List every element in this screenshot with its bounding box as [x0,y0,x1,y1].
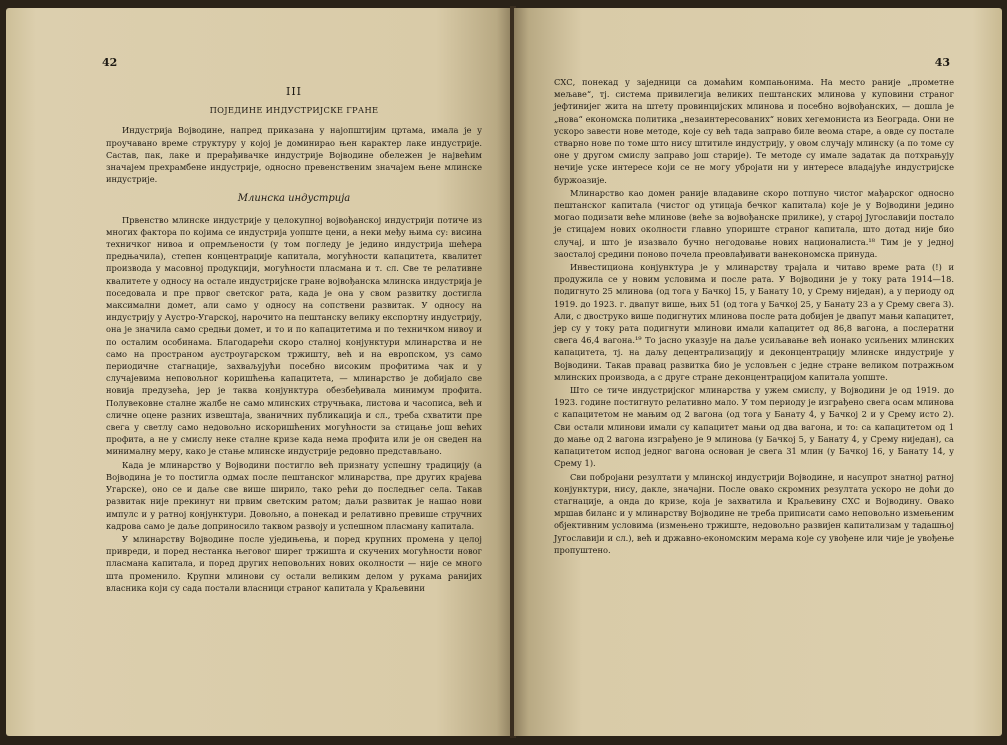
left-page-text [106,86,482,594]
right-page [514,8,1002,736]
right-page-text [554,76,954,556]
section-title: Млинска индустрија [237,193,351,205]
paragraph: У млинарству Војводине после уједињења, и поред крупних промена у целој привреди, и поред нестанка његовог ширег тржишта и скучених могућности новог пласмана капитала, и поред других неповољних нових околности — није се много шта променило. Крупни млинови су остали великим делом у рукама ранијих власника који су сада постали власници страног капитала у Краљевини [106,533,482,593]
paragraph: СХС, понекад у заједници са домаћим компањонима. На место ранијe „прометне мељаве“, тј. система привилегија великих пештанских млинова у куповини страног јефтинијег жита на штету провинцијских млинова и посебно војвођанских, — дошла је „нова“ економска политика „незаинтересованих“ нових хегемониста из Београда. Они не ускоро завести нове методе, које су већ тада заправо биле веома старе, а овде су постале стварно нове по томе што нису штитиле индустрију, у овом случају млинску (а по томе су оне у другом смислу заправо још старије). Те методе су имале задатак да потхрањују нечије уске интересе који се не могу убројати ни у интересе владајуће индустријске буржоазије. [554,77,954,185]
chapter-title: ПОЈЕДИНЕ ИНДУСТРИЈСКЕ ГРАНЕ [209,105,379,116]
paragraph: Када је млинарство у Војводини постигло већ признату успешну традицију (а Војводина је то постигла одмах после пештанског млинарства, пре других крајева Угарске), оно се и даље све више ширило, тако рећи до последњег села. Такав развитак није прекинут ни првим светским ратом; даљи развитак је нашао нови импулс и у ратној конјунктури. Довољно, а понекад и релативно превише стручних кадрова само је даље доприносило таквом развоју и успешном пласману капитала. [106,459,482,531]
paragraph: Што се тиче индустријског млинарства у ужем смислу, у Војводини је од 1919. до 1923. године постигнуто релативно мало. У том периоду је изграђено свега осам млинова с капацитетом не мањим од 2 вагона (од тога у Банату 4, у Бачкој 2 и у Срему исто 2). Сви остали млинови имали су капацитет мањи од два вагона, и то: са капацитетом од 1 до мање од 2 вагона изграђено је 9 млинова (у Бачкој 5, у Банату 4, у Срему ниједан), са капацитетом испод једног вагона основан је свега 31 млин (у Бачкој 16, у Банату 14, у Срему 1). [554,385,954,469]
paragraph: Првенство млинске индустрије у целокупној војвођанској индустрији потиче из многих фактора по којима се индустрија уопште цени, а неки међу њима су: висина техничког нивоа и опремљености (у том погледу је једино индустрија шећера предњачила), степен концентрације капитала, могућности капацитета, квалитет производа у масовној продукцији, могућности пласмана и т. сл. Све те релативне квалитете у односу на остале индустријске гране војвођанска млинска индустрија је поседовала и пре првог светског рата, када је она у свом развитку достигла максимални домет, али само у односу на сопствени развитак. У односу на индустрију у Аустро-Угарској, нарочито на пештанску велику експортну индустрију, она је значила само средњи домет, и то и по капацитетима и по техничком нивоу и по осталим особинама. Благодарећи скоро сталној конјунктури млинарства и не само на пространом аустроугарском тржишту, већ и на европском, уз само периодичне стагнације, захваљујући посебно високим профитима чак и у случајевима неповољног коришћења капацитета, — млинарство је добијало све новија предузећа, јер је таква конјунктура обезбеђивала минимум профита. Полувековне сталне жалбе не само млинских стручњака, листова и часописа, већ и сличне оцене разних извештаја, званичних публикација и сл., треба схватити пре свега у светлу само недовољно искоришћених могућности за стицање још већих профита, а не у смислу неке сталне кризе када нема профита или је он сведен на минималну меру, како је стање млинске индустрије редовно представљано. [106,214,482,457]
page-number-left: 42 [102,56,118,69]
paragraph: Млинарство као домен раније владавине скоро потпуно чистог мађарског односно пештанског капитала (чистог од утицаја бечког капитала) које је у Војводини једино могао подизати веће млинове (веће за војвођанске прилике), у старој Југославији постало је стицајем нових околности главно упориште страног капитала, што дотад није био случај, и што је изазвало бучно негодовање нових националиста.¹⁸ Тим је у једној заосталој средини поново почела преовлађивати ванекономска принуда. [554,187,954,259]
intro-paragraph: Индустрија Војводине, напред приказана у најопштијим цртама, имала је у проучавано време структуру у којој је доминирао њен карактер лаке индустрије. Састав, пак, лаке и прерађивачке индустрије Војводине обележен је највећим значајем прехрамбене индустрије, односно превенственим значајем њене млинске индустрије. [106,125,482,185]
left-page [6,8,512,736]
paragraph: Сви побројани резултати у млинској индустрији Војводине, и насупрот знатној ратној конјунктури, нису, дакле, значајни. После овако скромних резултата ускоро не доћи до стагнације, а онда до кризе, која је захватила и Краљевину СХС и Војводину. Овако мршав биланс и у млинарству Војводине не треба приписати само неповољно измењеним објективним условима (измењено тржиште, недовољно развијен капитализам у тадашњој Југославији и сл.), већ и државно-економским мерама које су увођене или чије је увођење пропуштено. [554,471,954,555]
page-number-right: 43 [934,56,950,69]
paragraph: Инвестициона конјунктура је у млинарству трајала и читаво време рата (!) и продужила се у новим условима и после рата. У Војводини је у току рата 1914—18. подигнуто 25 млинова (од тога у Бачкој 15, у Банату 10, у Срему ниједан), а у периоду од 1919. до 1923. г. двапут више, њих 51 (од тога у Бачкој 25, у Банату 23 а у Срему свега 3). Али, с двоструко више подигнутих млинова после рата добијен је двапут мањи капацитет, јер су у току рата подигнути млинови имали капацитет од 86,8 вагона, а послератни свега 46,4 вагона.¹⁹ То јасно указује на даље усиљавање већ ионако усиљених млинских капацитета, тј. на даљу децентрализацију и деконцентрацију млинске индустрије у Војводини. Такав правац развитка био је условљен с једне стране великом потражњом млинских производа, а с друге стране деконцентрацијом капитала уопште. [554,262,954,382]
chapter-number: III [285,85,303,98]
